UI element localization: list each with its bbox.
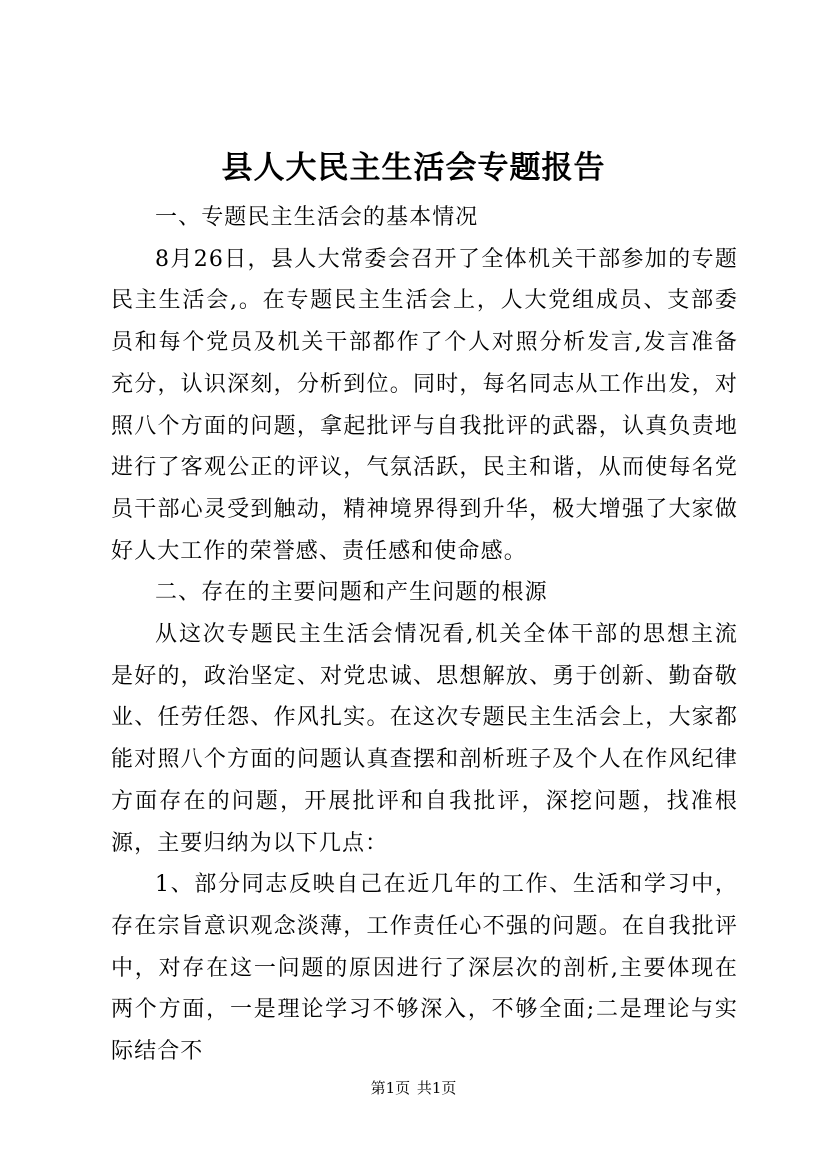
page-footer [0, 1078, 827, 1098]
document-body [111, 197, 738, 1073]
document-title: 县人大民主生活会专题报告 [221, 150, 606, 186]
page-number: 第1页 [370, 1079, 411, 1097]
section-heading-2: 二、存在的主要问题和产生问题的根源 [155, 580, 548, 606]
paragraph-point-1: 1、部分同志反映自己在近几年的工作、生活和学习中，存在宗旨意识观念淡薄，工作责任心不强的问题。在自我批评中，对存在这一问题的原因进行了深层次的剖析,主要体现在两个方面，一是理论学习不够深入，不够全面;二是理论与实际结合不 [111, 872, 738, 1065]
page-total: 共1页 [416, 1079, 457, 1097]
section-heading-1: 一、专题民主生活会的基本情况 [155, 205, 479, 230]
paragraph-problems-overview: 从这次专题民主生活会情况看,机关全体干部的思想主流是好的，政治坚定、对党忠诚、思想解放、勇于创新、勤奋敬业、任劳任怨、作风扎实。在这次专题民主生活会上，大家都能对照八个方面的问题认真查摆和剖析班子及个人在作风纪律方面存在的问题，开展批评和自我批评，深挖问题，找准根源，主要归纳为以下几点： [111, 622, 738, 856]
paragraph-basic-situation: 8月26日，县人大常委会召开了全体机关干部参加的专题民主生活会,。在专题民主生活会上，人大党组成员、支部委员和每个党员及机关干部都作了个人对照分析发言,发言准备充分，认识深刻，分析到位。同时，每名同志从工作出发，对照八个方面的问题，拿起批评与自我批评的武器，认真负责地进行了客观公正的评议，气氛活跃，民主和谐，从而使每名党员干部心灵受到触动，精神境界得到升华，极大增强了大家做好人大工作的荣誉感、责任感和使命感。 [111, 246, 738, 564]
